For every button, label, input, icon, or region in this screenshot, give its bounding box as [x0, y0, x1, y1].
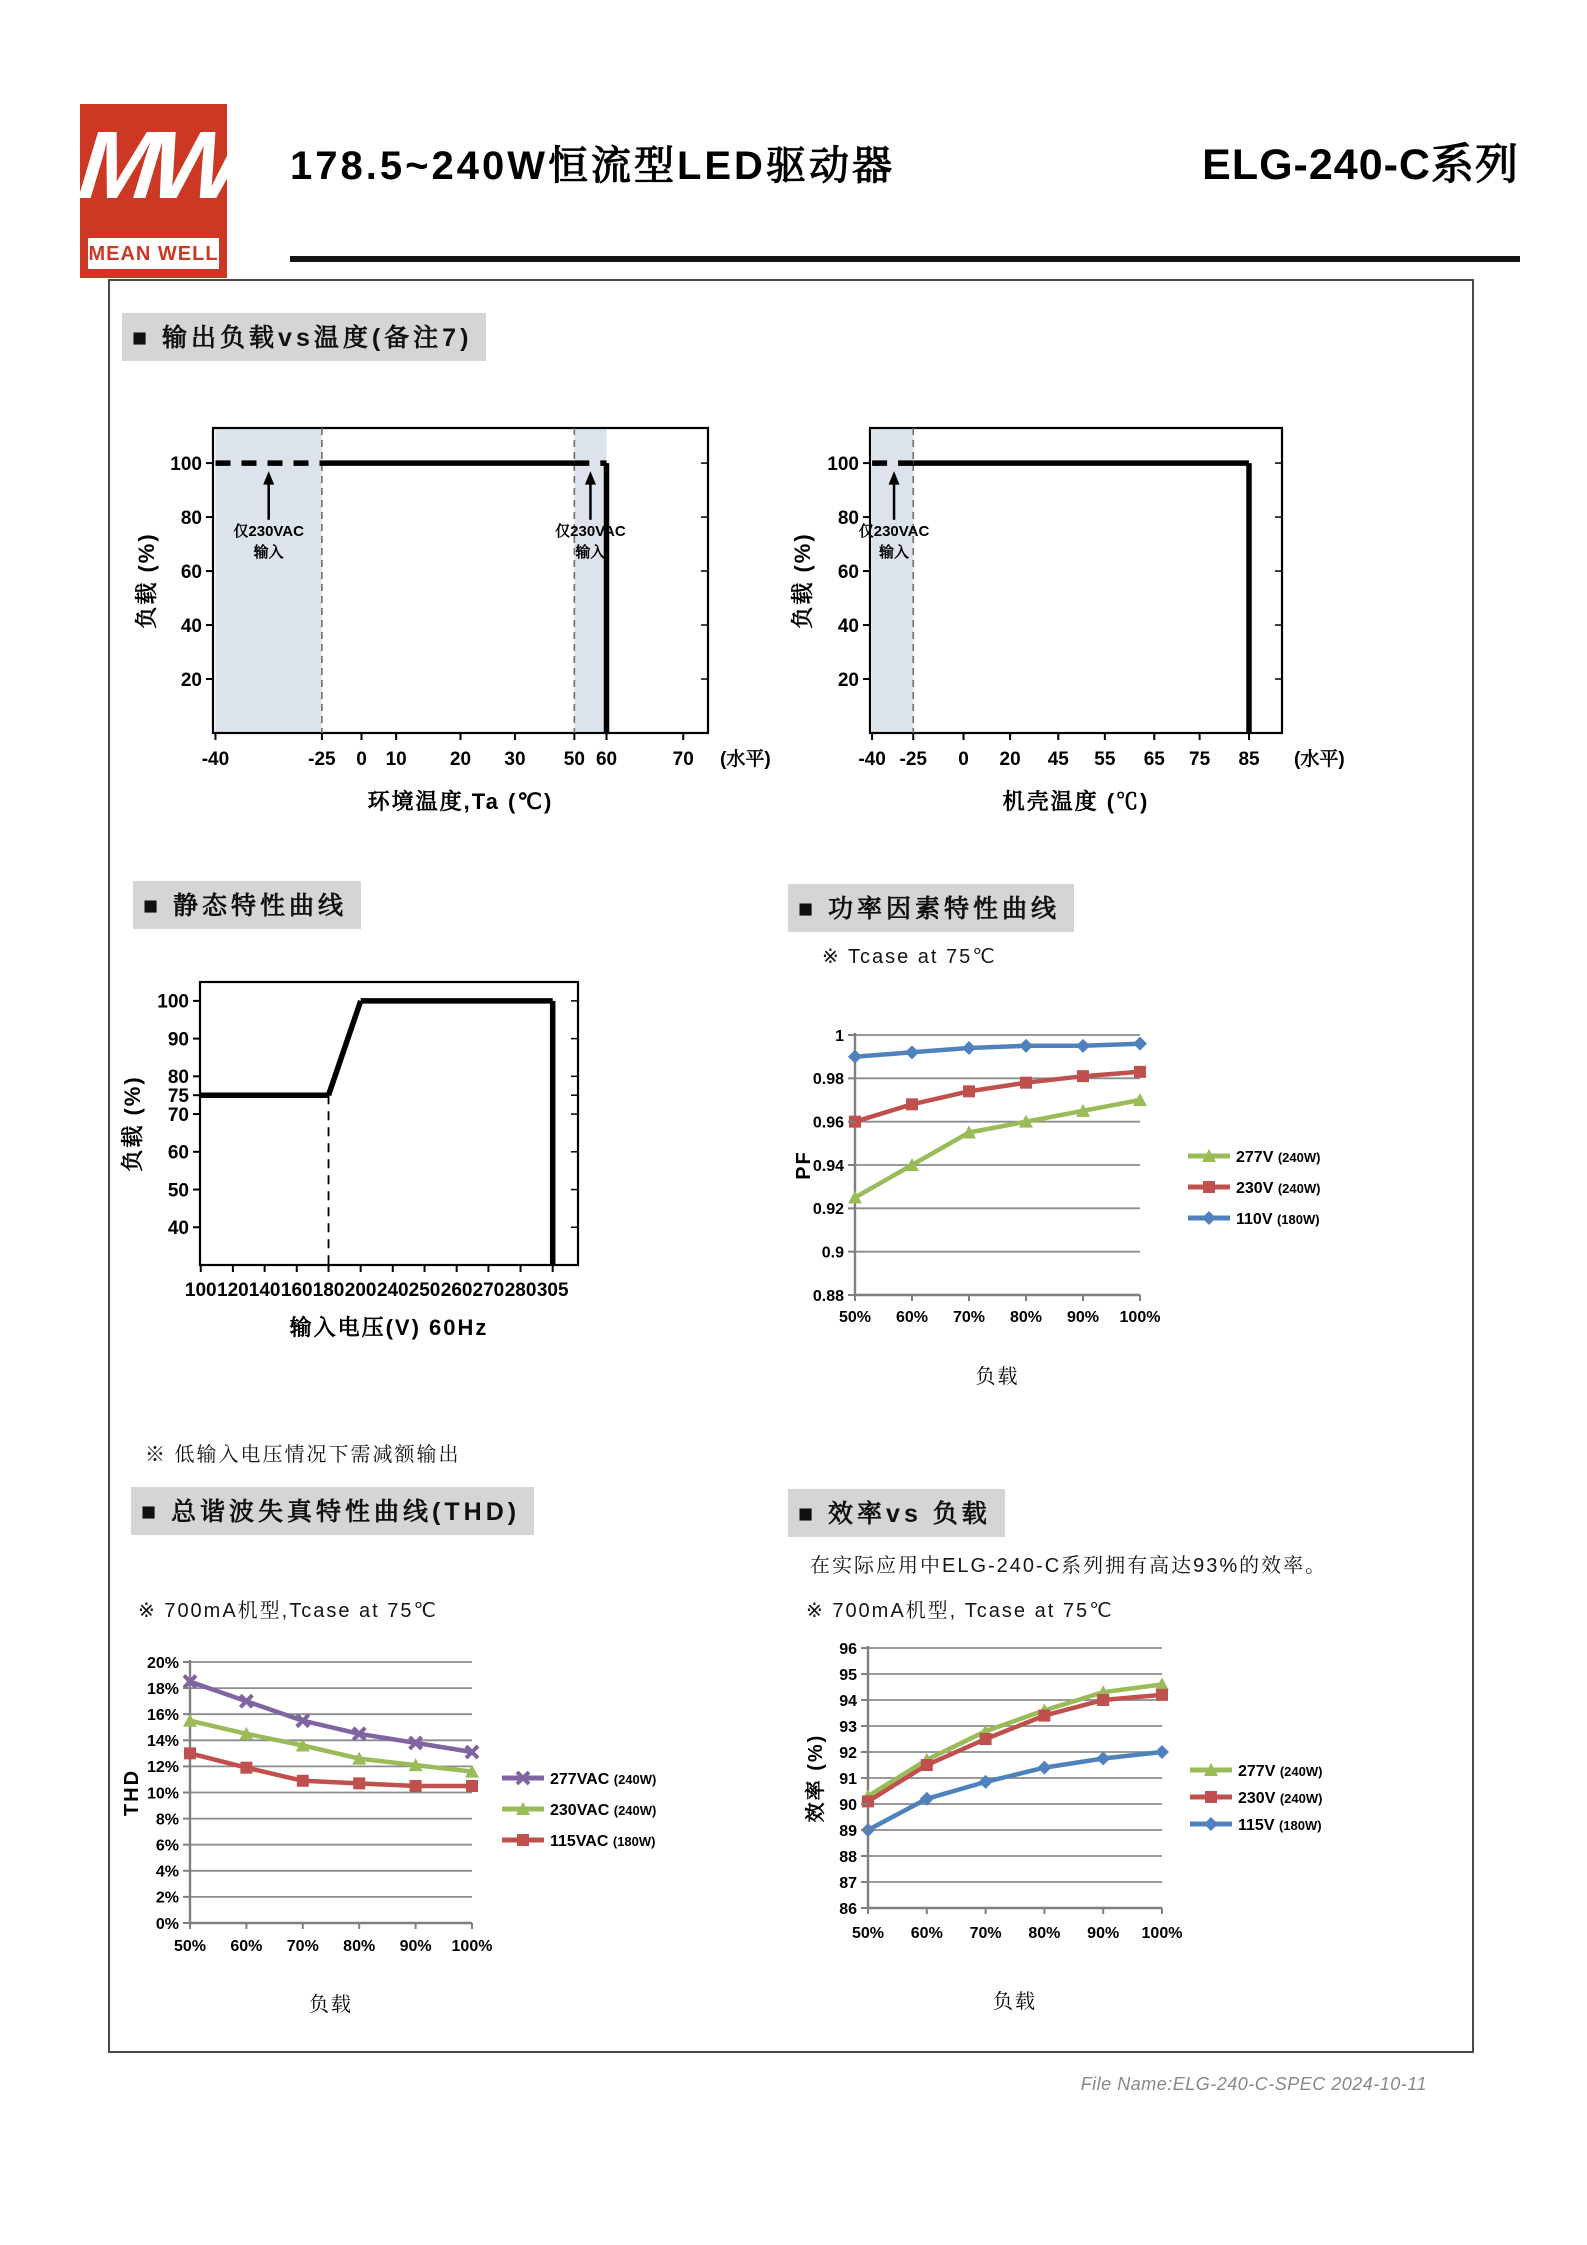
- svg-text:负载: 负载: [993, 1991, 1037, 2013]
- svg-text:80: 80: [167, 1067, 189, 1089]
- svg-text:70%: 70%: [969, 1925, 1002, 1942]
- svg-text:20: 20: [180, 669, 202, 691]
- svg-text:负载 (%): 负载 (%): [120, 1075, 145, 1172]
- svg-text:0%: 0%: [155, 1915, 179, 1933]
- svg-text:55: 55: [1094, 749, 1116, 770]
- svg-text:96: 96: [839, 1640, 857, 1658]
- svg-text:100%: 100%: [1119, 1309, 1161, 1326]
- svg-text:90: 90: [839, 1796, 857, 1814]
- svg-text:(水平): (水平): [720, 749, 771, 770]
- svg-text:输入: 输入: [253, 543, 284, 561]
- svg-text:10: 10: [385, 749, 407, 770]
- svg-text:8%: 8%: [155, 1811, 179, 1829]
- svg-text:260: 260: [440, 1280, 473, 1301]
- svg-text:80%: 80%: [343, 1938, 376, 1955]
- svg-text:160: 160: [280, 1280, 313, 1301]
- svg-text:0: 0: [356, 749, 367, 770]
- svg-text:0.9: 0.9: [821, 1244, 844, 1262]
- svg-text:负载: 负载: [975, 1366, 1020, 1388]
- svg-text:0.98: 0.98: [812, 1071, 844, 1089]
- svg-text:86: 86: [839, 1900, 857, 1918]
- svg-text:负载 (%): 负载 (%): [134, 532, 159, 629]
- svg-text:机壳温度 (℃): 机壳温度 (℃): [1002, 789, 1150, 814]
- svg-text:250: 250: [408, 1280, 441, 1301]
- svg-text:70: 70: [672, 749, 694, 770]
- svg-text:-25: -25: [899, 749, 927, 770]
- svg-text:240: 240: [376, 1280, 409, 1301]
- svg-text:40: 40: [167, 1218, 189, 1240]
- svg-text:60%: 60%: [230, 1938, 263, 1955]
- svg-text:60: 60: [837, 561, 859, 583]
- svg-text:效率 (%): 效率 (%): [805, 1733, 827, 1823]
- svg-text:75: 75: [167, 1086, 189, 1108]
- svg-text:100: 100: [157, 991, 189, 1013]
- svg-text:110V (180W): 110V (180W): [1236, 1211, 1320, 1228]
- static-characteristic-chart: [110, 965, 710, 1365]
- svg-text:40: 40: [180, 615, 202, 637]
- svg-text:仅230VAC: 仅230VAC: [555, 522, 626, 540]
- svg-text:0: 0: [958, 749, 969, 770]
- svg-text:0.94: 0.94: [812, 1157, 844, 1175]
- svg-text:60%: 60%: [895, 1309, 929, 1326]
- svg-text:277V (240W): 277V (240W): [1236, 1149, 1321, 1166]
- svg-text:80: 80: [180, 507, 202, 529]
- svg-text:输入: 输入: [575, 543, 606, 561]
- svg-text:负载: 负载: [309, 1994, 353, 2016]
- case-derating-chart: [780, 410, 1480, 842]
- svg-text:仅230VAC: 仅230VAC: [233, 522, 304, 540]
- svg-text:70: 70: [167, 1104, 189, 1126]
- page-title: 178.5~240W恒流型LED驱动器: [290, 144, 895, 188]
- svg-text:230V (240W): 230V (240W): [1238, 1790, 1323, 1807]
- svg-text:277V (240W): 277V (240W): [1238, 1763, 1323, 1780]
- svg-text:180: 180: [312, 1280, 345, 1301]
- svg-text:2%: 2%: [155, 1889, 179, 1907]
- svg-text:90%: 90%: [399, 1938, 432, 1955]
- thd-condition-note: ※ 700mA机型,Tcase at 75℃: [138, 1600, 438, 1622]
- section-title-thd: ■ 总谐波失真特性曲线(THD): [131, 1487, 534, 1535]
- svg-text:环境温度,Ta (℃): 环境温度,Ta (℃): [367, 789, 554, 814]
- svg-text:THD: THD: [121, 1768, 143, 1817]
- svg-text:12%: 12%: [146, 1759, 179, 1777]
- title-underline: [290, 256, 1520, 262]
- svg-text:88: 88: [839, 1848, 857, 1866]
- svg-text:80%: 80%: [1009, 1309, 1043, 1326]
- svg-text:20: 20: [837, 669, 859, 691]
- svg-text:100%: 100%: [451, 1938, 493, 1955]
- svg-text:14%: 14%: [146, 1733, 179, 1751]
- svg-text:输入电压(V) 60Hz: 输入电压(V) 60Hz: [289, 1315, 489, 1340]
- svg-text:50%: 50%: [851, 1925, 885, 1942]
- svg-text:100%: 100%: [1141, 1925, 1183, 1942]
- ambient-derating-chart: [118, 410, 818, 842]
- svg-text:120: 120: [217, 1280, 249, 1301]
- svg-text:50%: 50%: [838, 1309, 872, 1326]
- series-title: ELG-240-C系列: [1202, 141, 1519, 189]
- svg-text:60: 60: [595, 749, 618, 770]
- svg-text:277VAC (240W): 277VAC (240W): [550, 1771, 657, 1788]
- efficiency-description: 在实际应用中ELG-240-C系列拥有高达93%的效率。: [810, 1555, 1328, 1577]
- svg-text:50: 50: [167, 1180, 189, 1202]
- svg-text:89: 89: [839, 1822, 857, 1840]
- svg-text:91: 91: [839, 1770, 857, 1788]
- svg-text:30: 30: [504, 749, 526, 770]
- svg-text:60: 60: [180, 561, 202, 583]
- brand-name: MEAN WELL: [87, 237, 220, 270]
- svg-text:20: 20: [999, 749, 1021, 770]
- svg-text:70%: 70%: [952, 1309, 986, 1326]
- svg-text:80%: 80%: [1028, 1925, 1061, 1942]
- svg-text:90%: 90%: [1066, 1309, 1100, 1326]
- section-title-eff: ■ 效率vs 负载: [788, 1489, 1005, 1537]
- svg-text:0.96: 0.96: [812, 1114, 844, 1132]
- svg-text:0.88: 0.88: [812, 1287, 844, 1305]
- svg-text:100: 100: [170, 453, 202, 475]
- svg-text:270: 270: [472, 1280, 505, 1301]
- svg-text:140: 140: [248, 1280, 281, 1301]
- svg-text:负载 (%): 负载 (%): [790, 532, 815, 629]
- svg-text:100: 100: [827, 453, 859, 475]
- svg-text:94: 94: [839, 1692, 857, 1710]
- section-title-pf: ■ 功率因素特性曲线: [788, 884, 1074, 932]
- svg-text:115V (180W): 115V (180W): [1238, 1817, 1322, 1834]
- pf-condition-note: ※ Tcase at 75℃: [822, 946, 997, 968]
- svg-text:0.92: 0.92: [812, 1201, 844, 1219]
- svg-text:65: 65: [1143, 749, 1165, 770]
- pf-vs-load-chart: [790, 1010, 1490, 1410]
- svg-text:45: 45: [1047, 749, 1069, 770]
- svg-text:200: 200: [344, 1280, 377, 1301]
- svg-text:50: 50: [563, 749, 585, 770]
- svg-text:(水平): (水平): [1294, 749, 1345, 770]
- svg-text:90%: 90%: [1087, 1925, 1120, 1942]
- svg-text:4%: 4%: [155, 1863, 179, 1881]
- svg-text:PF: PF: [793, 1150, 815, 1180]
- meanwell-logo: [74, 104, 241, 278]
- file-info: File Name:ELG-240-C-SPEC 2024-10-11: [1080, 2074, 1427, 2094]
- svg-text:93: 93: [839, 1718, 857, 1736]
- svg-text:70%: 70%: [286, 1938, 319, 1955]
- svg-text:40: 40: [837, 615, 859, 637]
- svg-text:18%: 18%: [146, 1680, 179, 1698]
- svg-text:60%: 60%: [910, 1925, 943, 1942]
- svg-text:仅230VAC: 仅230VAC: [858, 522, 930, 540]
- efficiency-vs-load-chart: [800, 1628, 1500, 2058]
- svg-text:50%: 50%: [173, 1938, 207, 1955]
- section-title-derating: ■ 输出负载vs温度(备注7): [122, 313, 486, 361]
- svg-text:305: 305: [536, 1280, 569, 1301]
- svg-text:10%: 10%: [146, 1785, 179, 1803]
- svg-text:20: 20: [449, 749, 472, 770]
- svg-text:95: 95: [839, 1666, 857, 1684]
- svg-text:75: 75: [1189, 749, 1211, 770]
- svg-text:80: 80: [837, 507, 859, 529]
- svg-text:16%: 16%: [146, 1706, 179, 1724]
- svg-text:1: 1: [835, 1027, 844, 1045]
- svg-text:230VAC (240W): 230VAC (240W): [550, 1802, 657, 1819]
- svg-text:230V (240W): 230V (240W): [1236, 1180, 1321, 1197]
- thd-vs-load-chart: [110, 1640, 790, 2052]
- svg-text:90: 90: [167, 1029, 189, 1051]
- svg-text:115VAC (180W): 115VAC (180W): [550, 1833, 656, 1850]
- section-title-static: ■ 静态特性曲线: [133, 881, 361, 929]
- svg-text:280: 280: [504, 1280, 537, 1301]
- svg-text:输入: 输入: [879, 543, 910, 561]
- svg-text:6%: 6%: [155, 1837, 179, 1855]
- svg-text:-40: -40: [201, 749, 230, 770]
- svg-text:-40: -40: [858, 749, 886, 770]
- svg-text:-25: -25: [308, 749, 336, 770]
- svg-text:20%: 20%: [146, 1654, 179, 1672]
- svg-text:85: 85: [1238, 749, 1260, 770]
- static-derating-note: ※ 低输入电压情况下需减额输出: [145, 1444, 461, 1466]
- svg-text:60: 60: [167, 1142, 189, 1164]
- svg-text:100: 100: [184, 1280, 217, 1301]
- svg-text:87: 87: [839, 1874, 857, 1892]
- efficiency-condition-note: ※ 700mA机型, Tcase at 75℃: [806, 1600, 1114, 1622]
- mw-logo-mark: MW: [74, 112, 241, 219]
- svg-text:92: 92: [839, 1744, 857, 1762]
